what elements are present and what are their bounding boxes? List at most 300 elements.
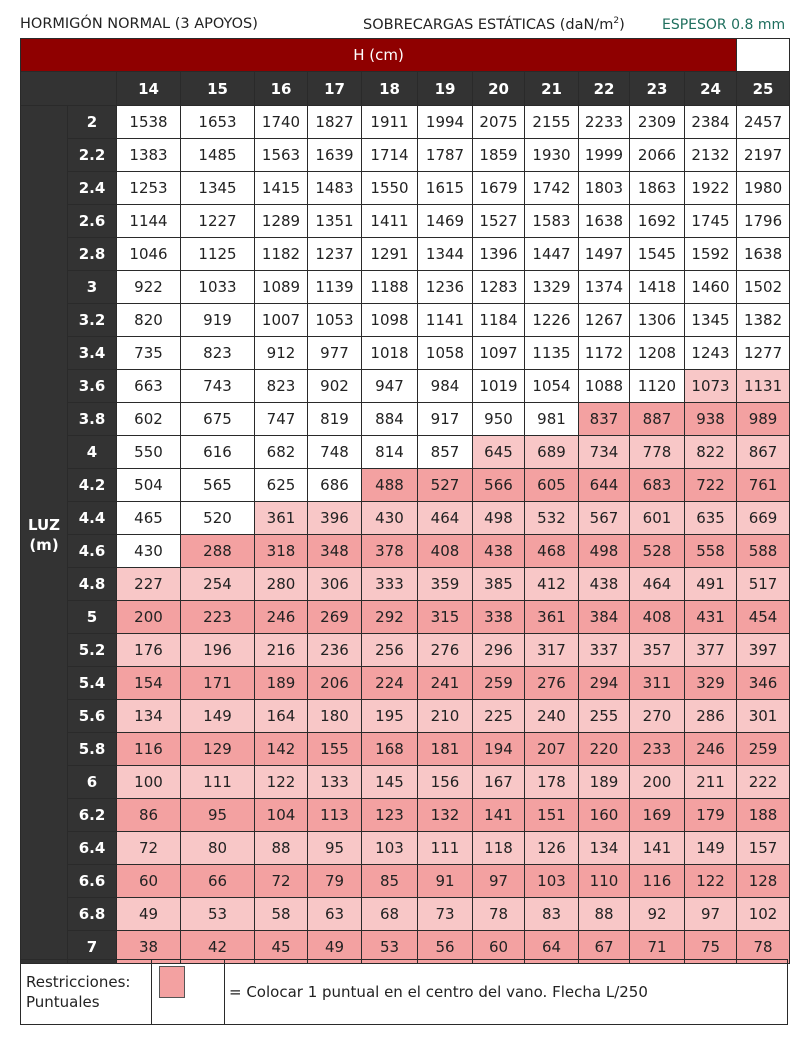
load-cell-restricted: 122	[255, 766, 308, 799]
span-value: 6	[68, 766, 117, 799]
load-cell: 1615	[418, 172, 473, 205]
span-axis-label	[21, 106, 68, 964]
load-cell-restricted: 97	[473, 865, 525, 898]
load-cell-restricted: 438	[579, 568, 630, 601]
span-axis-label-bottom: (m)	[29, 535, 59, 554]
load-cell-restricted: 122	[685, 865, 737, 898]
load-cell: 2233	[579, 106, 630, 139]
load-cell: 1638	[737, 238, 790, 271]
load-cell-restricted: 318	[255, 535, 308, 568]
load-cell: 1226	[525, 304, 579, 337]
load-cell-restricted: 181	[418, 733, 473, 766]
load-cell: 1563	[255, 139, 308, 172]
load-cell-restricted: 63	[308, 898, 362, 931]
load-cell-restricted: 142	[255, 733, 308, 766]
load-cell-restricted: 517	[737, 568, 790, 601]
load-cell: 1460	[685, 271, 737, 304]
span-value: 2	[68, 106, 117, 139]
load-cell: 1538	[117, 106, 181, 139]
load-cell-restricted: 149	[181, 700, 255, 733]
table-row	[21, 634, 790, 667]
load-cell: 625	[255, 469, 308, 502]
load-cell-restricted: 207	[525, 733, 579, 766]
load-cell: 1329	[525, 271, 579, 304]
load-cell: 1283	[473, 271, 525, 304]
load-cell-restricted: 989	[737, 403, 790, 436]
load-cell-restricted: 938	[685, 403, 737, 436]
column-header: 23	[630, 72, 685, 106]
column-header: 17	[308, 72, 362, 106]
load-cell-restricted: 141	[473, 799, 525, 832]
load-cell-restricted: 488	[362, 469, 418, 502]
load-cell-restricted: 141	[630, 832, 685, 865]
load-cell-restricted: 72	[255, 865, 308, 898]
load-cell-restricted: 178	[525, 766, 579, 799]
load-cell-restricted: 246	[255, 601, 308, 634]
column-header: 14	[117, 72, 181, 106]
span-value: 5.8	[68, 733, 117, 766]
load-cell: 1545	[630, 238, 685, 271]
span-value: 3.2	[68, 304, 117, 337]
load-cell: 1502	[737, 271, 790, 304]
table-row	[21, 205, 790, 238]
load-cell-restricted: 157	[737, 832, 790, 865]
load-cell: 550	[117, 436, 181, 469]
corner-cell	[21, 72, 117, 106]
span-value: 2.8	[68, 238, 117, 271]
load-cell-restricted: 167	[473, 766, 525, 799]
load-cell-restricted: 79	[308, 865, 362, 898]
load-cell-restricted: 111	[418, 832, 473, 865]
table-row	[21, 601, 790, 634]
load-cell-restricted: 42	[181, 931, 255, 964]
load-cell-restricted: 255	[579, 700, 630, 733]
load-cell-restricted: 88	[255, 832, 308, 865]
load-table	[20, 38, 790, 964]
load-cell-restricted: 49	[308, 931, 362, 964]
table-row	[21, 568, 790, 601]
load-cell-restricted: 377	[685, 634, 737, 667]
load-cell-restricted: 378	[362, 535, 418, 568]
load-cell: 565	[181, 469, 255, 502]
table-row	[21, 766, 790, 799]
load-cell: 1141	[418, 304, 473, 337]
load-cell-restricted: 68	[362, 898, 418, 931]
load-cell-restricted: 605	[525, 469, 579, 502]
load-cell: 1033	[181, 271, 255, 304]
load-cell-restricted: 67	[579, 931, 630, 964]
load-cell: 1592	[685, 238, 737, 271]
load-cell-restricted: 359	[418, 568, 473, 601]
load-cell: 1796	[737, 205, 790, 238]
span-value: 7	[68, 931, 117, 964]
span-value: 5.6	[68, 700, 117, 733]
load-cell-restricted: 73	[418, 898, 473, 931]
load-cell: 520	[181, 502, 255, 535]
load-cell: 1415	[255, 172, 308, 205]
load-cell-restricted: 78	[737, 931, 790, 964]
load-cell-restricted: 220	[579, 733, 630, 766]
load-cell-restricted: 134	[117, 700, 181, 733]
load-cell: 1930	[525, 139, 579, 172]
load-cell-restricted: 276	[525, 667, 579, 700]
load-cell-restricted: 116	[117, 733, 181, 766]
load-cell: 1135	[525, 337, 579, 370]
load-cell-restricted: 601	[630, 502, 685, 535]
load-cell-restricted: 111	[181, 766, 255, 799]
load-cell-restricted: 887	[630, 403, 685, 436]
load-cell-restricted: 346	[737, 667, 790, 700]
load-cell-restricted: 118	[473, 832, 525, 865]
load-cell-restricted: 329	[685, 667, 737, 700]
load-cell-restricted: 149	[685, 832, 737, 865]
load-cell: 1396	[473, 238, 525, 271]
legend-divider	[224, 960, 225, 1024]
load-cell-restricted: 357	[630, 634, 685, 667]
load-cell-restricted: 527	[418, 469, 473, 502]
load-cell-restricted: 315	[418, 601, 473, 634]
load-cell: 1999	[579, 139, 630, 172]
table-row	[21, 832, 790, 865]
load-cell-restricted: 338	[473, 601, 525, 634]
load-cell: 1485	[181, 139, 255, 172]
load-cell: 1253	[117, 172, 181, 205]
load-cell: 1411	[362, 205, 418, 238]
legend-text: = Colocar 1 puntual en el centro del vano. Flecha L/250	[229, 983, 648, 1001]
span-value: 5	[68, 601, 117, 634]
span-value: 3.8	[68, 403, 117, 436]
load-cell-restricted: 254	[181, 568, 255, 601]
load-title-sup: 2	[613, 16, 620, 26]
table-row	[21, 667, 790, 700]
load-cell-restricted: 145	[362, 766, 418, 799]
load-cell: 465	[117, 502, 181, 535]
load-cell: 1053	[308, 304, 362, 337]
load-cell: 1639	[308, 139, 362, 172]
load-cell-restricted: 72	[117, 832, 181, 865]
load-cell-restricted: 259	[737, 733, 790, 766]
thickness-note: ESPESOR 0.8 mm	[662, 17, 786, 33]
load-cell-restricted: 431	[685, 601, 737, 634]
load-cell: 1527	[473, 205, 525, 238]
span-value: 5.4	[68, 667, 117, 700]
legend	[20, 959, 788, 1025]
load-cell-restricted: 227	[117, 568, 181, 601]
load-cell-restricted: 102	[737, 898, 790, 931]
column-header: 16	[255, 72, 308, 106]
load-cell: 1382	[737, 304, 790, 337]
load-cell-restricted: 64	[525, 931, 579, 964]
material-title: HORMIGÓN NORMAL (3 APOYOS)	[20, 16, 258, 32]
load-cell: 1550	[362, 172, 418, 205]
load-cell: 1120	[630, 370, 685, 403]
span-value: 4.4	[68, 502, 117, 535]
span-value: 6.2	[68, 799, 117, 832]
load-cell-restricted: 216	[255, 634, 308, 667]
load-cell-restricted: 123	[362, 799, 418, 832]
table-row	[21, 304, 790, 337]
load-cell-restricted: 822	[685, 436, 737, 469]
load-cell: 1188	[362, 271, 418, 304]
load-cell-restricted: 56	[418, 931, 473, 964]
load-cell: 1859	[473, 139, 525, 172]
load-cell-restricted: 75	[685, 931, 737, 964]
span-value: 2.2	[68, 139, 117, 172]
load-cell: 602	[117, 403, 181, 436]
load-cell-restricted: 1073	[685, 370, 737, 403]
column-header: 25	[737, 72, 790, 106]
load-cell-restricted: 86	[117, 799, 181, 832]
load-cell: 1803	[579, 172, 630, 205]
load-cell: 1089	[255, 271, 308, 304]
load-cell: 1058	[418, 337, 473, 370]
load-cell-restricted: 222	[737, 766, 790, 799]
table-row	[21, 172, 790, 205]
load-cell: 1277	[737, 337, 790, 370]
load-cell-restricted: 100	[117, 766, 181, 799]
load-cell-restricted: 113	[308, 799, 362, 832]
load-cell-restricted: 464	[418, 502, 473, 535]
load-cell: 2197	[737, 139, 790, 172]
load-cell: 977	[308, 337, 362, 370]
span-value: 6.4	[68, 832, 117, 865]
load-cell-restricted: 49	[117, 898, 181, 931]
title-bar	[20, 12, 796, 38]
legend-label-line1: Restricciones:	[26, 973, 131, 991]
load-cell-restricted: 635	[685, 502, 737, 535]
load-cell: 1208	[630, 337, 685, 370]
load-cell-restricted: 156	[418, 766, 473, 799]
load-cell-restricted: 645	[473, 436, 525, 469]
load-cell: 1097	[473, 337, 525, 370]
load-cell: 1679	[473, 172, 525, 205]
load-cell: 1018	[362, 337, 418, 370]
load-cell-restricted: 286	[685, 700, 737, 733]
load-cell-restricted: 778	[630, 436, 685, 469]
load-cell-restricted: 210	[418, 700, 473, 733]
load-cell-restricted: 644	[579, 469, 630, 502]
load-cell-restricted: 168	[362, 733, 418, 766]
load-cell-restricted: 95	[308, 832, 362, 865]
load-cell: 1497	[579, 238, 630, 271]
span-value: 4.2	[68, 469, 117, 502]
load-cell-restricted: 95	[181, 799, 255, 832]
load-cell-restricted: 133	[308, 766, 362, 799]
load-cell: 950	[473, 403, 525, 436]
load-title-close: )	[619, 17, 625, 33]
load-cell: 917	[418, 403, 473, 436]
load-cell-restricted: 867	[737, 436, 790, 469]
table-row	[21, 337, 790, 370]
load-cell-restricted: 196	[181, 634, 255, 667]
load-cell-restricted: 91	[418, 865, 473, 898]
load-cell-restricted: 224	[362, 667, 418, 700]
load-cell-restricted: 195	[362, 700, 418, 733]
load-cell: 747	[255, 403, 308, 436]
span-value: 6.8	[68, 898, 117, 931]
load-cell-restricted: 194	[473, 733, 525, 766]
load-cell: 1236	[418, 271, 473, 304]
load-cell: 1019	[473, 370, 525, 403]
load-cell-restricted: 333	[362, 568, 418, 601]
legend-divider	[151, 960, 152, 1024]
legend-label-line2: Puntuales	[26, 993, 100, 1011]
load-cell: 1351	[308, 205, 362, 238]
load-cell-restricted: 151	[525, 799, 579, 832]
column-header: 22	[579, 72, 630, 106]
load-cell: 902	[308, 370, 362, 403]
load-cell-restricted: 558	[685, 535, 737, 568]
load-cell-restricted: 361	[525, 601, 579, 634]
load-cell-restricted: 270	[630, 700, 685, 733]
load-cell: 430	[117, 535, 181, 568]
load-cell: 1911	[362, 106, 418, 139]
load-cell-restricted: 301	[737, 700, 790, 733]
load-cell-restricted: 722	[685, 469, 737, 502]
span-value: 4.8	[68, 568, 117, 601]
load-cell: 1469	[418, 205, 473, 238]
load-cell-restricted: 361	[255, 502, 308, 535]
load-cell-restricted: 683	[630, 469, 685, 502]
load-cell: 748	[308, 436, 362, 469]
column-header: 18	[362, 72, 418, 106]
load-cell-restricted: 160	[579, 799, 630, 832]
load-cell: 820	[117, 304, 181, 337]
load-cell-restricted: 311	[630, 667, 685, 700]
load-cell: 1182	[255, 238, 308, 271]
load-cell: 919	[181, 304, 255, 337]
load-cell-restricted: 317	[525, 634, 579, 667]
load-cell-restricted: 259	[473, 667, 525, 700]
load-cell: 2066	[630, 139, 685, 172]
load-cell: 1046	[117, 238, 181, 271]
load-cell-restricted: 294	[579, 667, 630, 700]
load-cell-restricted: 179	[685, 799, 737, 832]
load-cell-restricted: 241	[418, 667, 473, 700]
load-cell-restricted: 689	[525, 436, 579, 469]
load-cell: 2457	[737, 106, 790, 139]
load-cell: 1243	[685, 337, 737, 370]
load-cell-restricted: 164	[255, 700, 308, 733]
load-cell-restricted: 45	[255, 931, 308, 964]
load-cell-restricted: 240	[525, 700, 579, 733]
load-cell-restricted: 566	[473, 469, 525, 502]
span-value: 4.6	[68, 535, 117, 568]
load-cell-restricted: 837	[579, 403, 630, 436]
span-value: 2.6	[68, 205, 117, 238]
column-header: 21	[525, 72, 579, 106]
load-cell-restricted: 200	[630, 766, 685, 799]
load-cell-restricted: 83	[525, 898, 579, 931]
load-cell-restricted: 337	[579, 634, 630, 667]
load-cell-restricted: 58	[255, 898, 308, 931]
load-cell-restricted: 532	[525, 502, 579, 535]
load-cell: 663	[117, 370, 181, 403]
load-cell-restricted: 110	[579, 865, 630, 898]
span-value: 3.4	[68, 337, 117, 370]
load-cell-restricted: 155	[308, 733, 362, 766]
load-cell-restricted: 491	[685, 568, 737, 601]
load-cell-restricted: 128	[737, 865, 790, 898]
load-cell: 1007	[255, 304, 308, 337]
load-cell-restricted: 189	[255, 667, 308, 700]
load-cell: 814	[362, 436, 418, 469]
load-cell: 1583	[525, 205, 579, 238]
load-cell: 1139	[308, 271, 362, 304]
column-header: 19	[418, 72, 473, 106]
load-cell-restricted: 567	[579, 502, 630, 535]
load-cell-restricted: 761	[737, 469, 790, 502]
table-row	[21, 370, 790, 403]
table-row	[21, 469, 790, 502]
load-cell: 1345	[685, 304, 737, 337]
load-cell-restricted: 188	[737, 799, 790, 832]
load-cell-restricted: 80	[181, 832, 255, 865]
table-row	[21, 799, 790, 832]
load-cell-restricted: 1131	[737, 370, 790, 403]
load-cell-restricted: 211	[685, 766, 737, 799]
load-cell: 1237	[308, 238, 362, 271]
load-cell-restricted: 97	[685, 898, 737, 931]
span-axis-label-top: LUZ	[27, 515, 61, 534]
load-cell: 819	[308, 403, 362, 436]
table-row	[21, 898, 790, 931]
load-cell: 2384	[685, 106, 737, 139]
column-header: 15	[181, 72, 255, 106]
span-value: 6.6	[68, 865, 117, 898]
load-cell-restricted: 276	[418, 634, 473, 667]
load-cell: 1418	[630, 271, 685, 304]
load-cell-restricted: 454	[737, 601, 790, 634]
load-title-text: SOBRECARGAS ESTÁTICAS (daN/m	[363, 17, 614, 33]
load-cell: 743	[181, 370, 255, 403]
load-cell: 735	[117, 337, 181, 370]
load-cell-restricted: 225	[473, 700, 525, 733]
load-cell: 857	[418, 436, 473, 469]
table-row	[21, 403, 790, 436]
load-cell: 1980	[737, 172, 790, 205]
load-cell: 1184	[473, 304, 525, 337]
load-cell-restricted: 498	[473, 502, 525, 535]
table-row	[21, 733, 790, 766]
load-cell: 912	[255, 337, 308, 370]
load-cell: 1692	[630, 205, 685, 238]
load-cell-restricted: 103	[362, 832, 418, 865]
span-value: 4	[68, 436, 117, 469]
load-cell: 1714	[362, 139, 418, 172]
load-cell: 1745	[685, 205, 737, 238]
legend-label	[26, 972, 130, 1012]
load-cell-restricted: 396	[308, 502, 362, 535]
span-value: 5.2	[68, 634, 117, 667]
load-cell: 1827	[308, 106, 362, 139]
load-cell: 682	[255, 436, 308, 469]
load-cell-restricted: 236	[308, 634, 362, 667]
load-cell-restricted: 169	[630, 799, 685, 832]
header-blank-cell	[737, 39, 790, 72]
load-cell-restricted: 296	[473, 634, 525, 667]
load-cell-restricted: 385	[473, 568, 525, 601]
load-cell: 1098	[362, 304, 418, 337]
load-cell: 1289	[255, 205, 308, 238]
span-value: 3	[68, 271, 117, 304]
load-cell: 686	[308, 469, 362, 502]
table-row	[21, 139, 790, 172]
table-row	[21, 535, 790, 568]
load-cell: 823	[181, 337, 255, 370]
load-cell-restricted: 154	[117, 667, 181, 700]
load-cell: 1383	[117, 139, 181, 172]
